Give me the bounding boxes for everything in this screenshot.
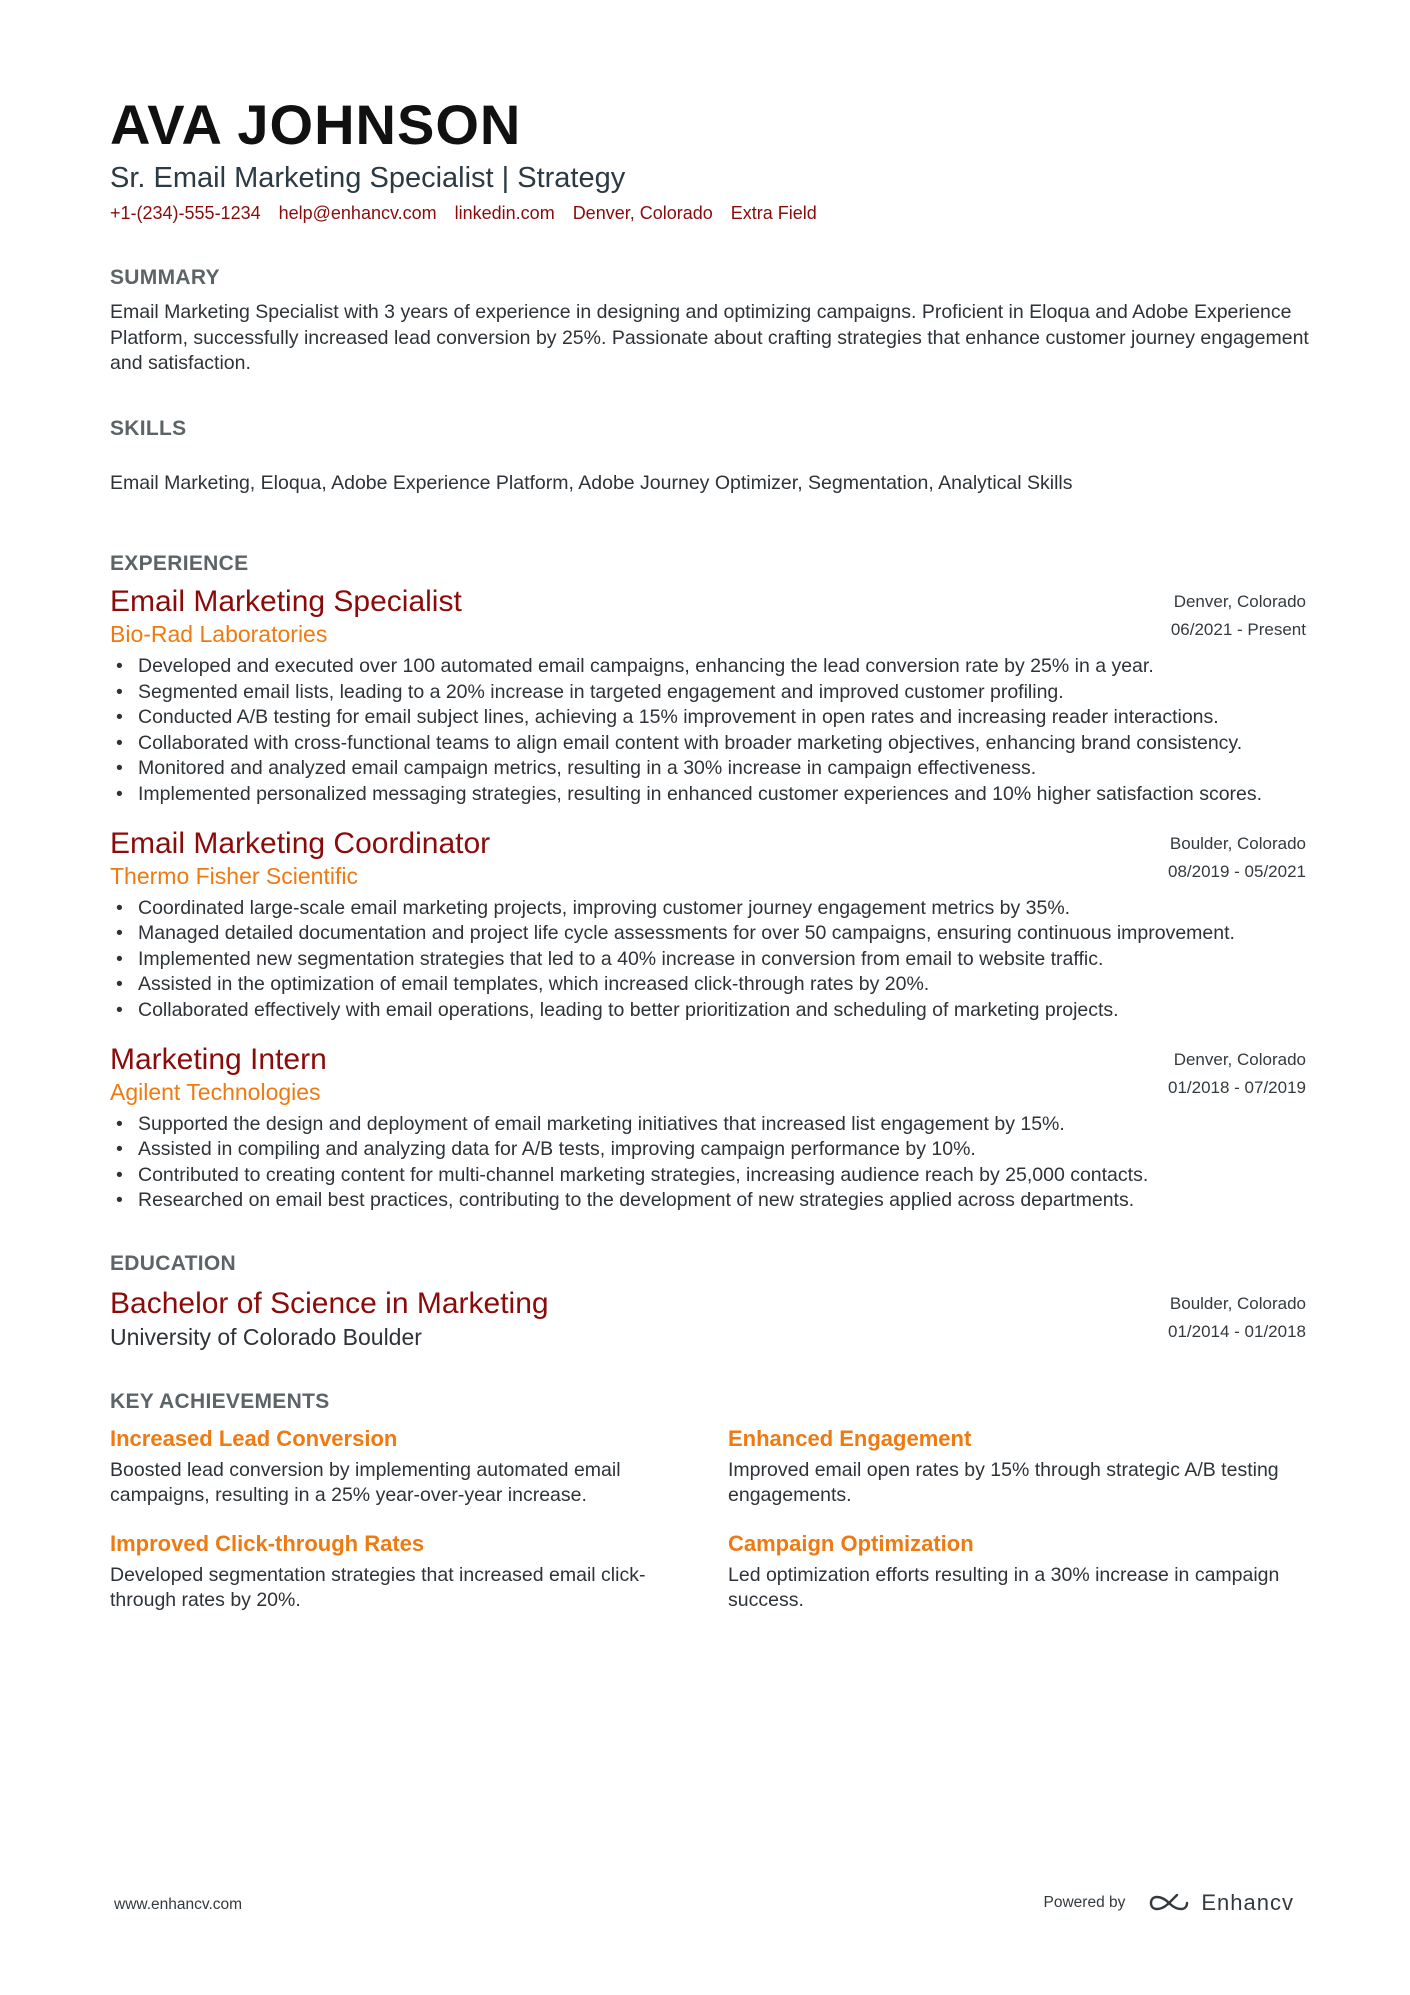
bullet-icon: •	[116, 922, 123, 945]
job-title: Marketing Intern	[110, 1042, 327, 1076]
list-item: • Collaborated effectively with email operations, leading to better prioritization and scheduling of marketing projects.	[110, 998, 1306, 1024]
job-meta	[1168, 826, 1306, 890]
education-dates: 01/2014 - 01/2018	[1167, 1321, 1306, 1341]
footer-website[interactable]: www.enhancv.com	[114, 1896, 243, 1913]
job-title: Email Marketing Specialist	[110, 585, 462, 618]
job-meta	[1168, 1042, 1306, 1106]
experience-heading: EXPERIENCE	[110, 552, 249, 575]
bullet-icon: •	[116, 896, 123, 919]
bullet-icon: •	[116, 973, 123, 996]
job-dates: 01/2018 - 07/2019	[1167, 1077, 1306, 1097]
list-item: • Assisted in the optimization of email templates, which increased click-through rates by 20%.	[110, 972, 1306, 998]
list-item: • Assisted in compiling and analyzing data for A/B tests, improving campaign performance by 10%.	[110, 1137, 1306, 1163]
job-company: Thermo Fisher Scientific	[110, 862, 358, 889]
list-item: • Conducted A/B testing for email subject lines, achieving a 15% improvement in open rates and increasing reader interactions.	[110, 705, 1306, 731]
skills-heading: SKILLS	[110, 416, 187, 440]
powered-by-label: Powered by	[1043, 1894, 1126, 1911]
job-location: Boulder, Colorado	[1169, 833, 1306, 853]
resume-page	[110, 92, 1309, 1614]
contact-row	[110, 200, 1306, 226]
job-location: Denver, Colorado	[1173, 592, 1306, 611]
bullet-icon: •	[116, 731, 123, 754]
summary-heading: SUMMARY	[110, 266, 220, 289]
job-company: Bio-Rad Laboratories	[110, 621, 328, 647]
achievement-text: Led optimization efforts resulting in a 30% increase in campaign success.	[728, 1563, 1280, 1612]
list-item: • Segmented email lists, leading to a 20% increase in targeted engagement and improved customer profiling.	[110, 680, 1306, 706]
education-meta	[1168, 1286, 1306, 1350]
summary-text: Email Marketing Specialist with 3 years of experience in designing and optimizing campaigns. Proficient in Eloqua and Adobe Experience Platform, successfully increased lead conversion by 25%. Passionate about crafting strategies that enhance customer journey engagement and satisfaction.	[110, 301, 1309, 374]
job-title: Email Marketing Coordinator	[110, 826, 491, 860]
list-item: • Implemented personalized messaging strategies, resulting in enhanced customer experiences and 10% higher satisfaction scores.	[110, 782, 1306, 808]
bullet-icon: •	[116, 1112, 123, 1135]
achievement-item	[728, 1529, 1306, 1614]
achievement-title: Enhanced Engagement	[728, 1425, 972, 1451]
job-entry	[110, 1042, 1306, 1214]
achievements-grid	[110, 1424, 1306, 1614]
list-item: • Managed detailed documentation and project life cycle assessments for over 50 campaigns, ensuring continuous improvement.	[110, 921, 1306, 947]
job-entry	[110, 826, 1306, 1024]
job-entry	[110, 584, 1306, 808]
brand-logo[interactable]	[1147, 1890, 1294, 1916]
page-footer	[114, 1890, 1294, 1924]
bullet-icon: •	[116, 1138, 123, 1161]
achievements-heading: KEY ACHIEVEMENTS	[110, 1389, 330, 1413]
education-entry	[110, 1286, 1306, 1352]
list-item: • Supported the design and deployment of email marketing initiatives that increased list engagement by 15%.	[110, 1112, 1306, 1138]
achievements-section	[110, 1388, 1306, 1614]
achievement-text: Developed segmentation strategies that increased email click-through rates by 20%.	[110, 1563, 646, 1612]
contact-location: Denver, Colorado	[572, 203, 713, 223]
list-item: • Developed and executed over 100 automated email campaigns, enhancing the lead conversion rate by 25% in a year.	[110, 654, 1306, 680]
job-bullets	[110, 654, 1306, 808]
bullet-icon: •	[116, 947, 123, 970]
footer-branding	[1044, 1890, 1294, 1916]
bullet-icon: •	[116, 757, 123, 780]
candidate-name: AVA JOHNSON	[110, 93, 522, 156]
list-item: • Implemented new segmentation strategies that led to a 40% increase in conversion from email to website traffic.	[110, 947, 1306, 973]
contact-phone[interactable]: +1-(234)-555-1234	[110, 203, 261, 223]
education-school: University of Colorado Boulder	[110, 1323, 422, 1350]
list-item: • Coordinated large-scale email marketing projects, improving customer journey engagement metrics by 35%.	[110, 896, 1306, 922]
job-dates: 08/2019 - 05/2021	[1167, 861, 1306, 881]
education-heading: EDUCATION	[110, 1251, 236, 1275]
skills-text: Email Marketing, Eloqua, Adobe Experience Platform, Adobe Journey Optimizer, Segmentation, Analytical Skills	[110, 471, 1073, 494]
education-degree: Bachelor of Science in Marketing	[110, 1286, 549, 1320]
job-meta	[1171, 584, 1306, 648]
list-item: • Researched on email best practices, contributing to the development of new strategies applied across departments.	[110, 1188, 1306, 1214]
experience-section	[110, 550, 1306, 1214]
achievement-title: Increased Lead Conversion	[110, 1425, 398, 1451]
bullet-icon: •	[116, 680, 123, 703]
achievement-item	[110, 1424, 728, 1509]
list-item: • Collaborated with cross-functional teams to align email content with broader marketing objectives, enhancing brand consistency.	[110, 731, 1306, 757]
job-location: Denver, Colorado	[1173, 1049, 1306, 1069]
job-bullets	[110, 896, 1306, 1024]
list-item: • Monitored and analyzed email campaign metrics, resulting in a 30% increase in campaign effectiveness.	[110, 756, 1306, 782]
bullet-icon: •	[116, 782, 123, 805]
job-company: Agilent Technologies	[110, 1078, 321, 1105]
education-section	[110, 1250, 1306, 1352]
achievement-item	[728, 1424, 1306, 1509]
enhancv-logo-icon	[1147, 1891, 1191, 1915]
contact-extra-field: Extra Field	[730, 203, 817, 223]
candidate-headline: Sr. Email Marketing Specialist | Strategy	[110, 162, 626, 194]
education-location: Boulder, Colorado	[1169, 1293, 1306, 1313]
list-item: • Contributed to creating content for multi-channel marketing strategies, increasing audience reach by 25,000 contacts.	[110, 1163, 1306, 1189]
achievement-title: Improved Click-through Rates	[110, 1530, 425, 1556]
job-dates: 06/2021 - Present	[1170, 620, 1306, 639]
contact-linkedin[interactable]: linkedin.com	[454, 203, 555, 223]
bullet-icon: •	[116, 706, 123, 729]
bullet-icon: •	[116, 998, 123, 1021]
bullet-icon: •	[116, 1163, 123, 1186]
achievement-text: Boosted lead conversion by implementing automated email campaigns, resulting in a 25% year-over-year increase.	[110, 1458, 621, 1507]
skills-section	[110, 415, 1306, 497]
bullet-icon: •	[116, 655, 123, 677]
bullet-icon: •	[116, 1189, 123, 1212]
job-bullets	[110, 1112, 1306, 1214]
achievement-item	[110, 1529, 728, 1614]
achievement-text: Improved email open rates by 15% through strategic A/B testing engagements.	[728, 1458, 1279, 1507]
summary-section	[110, 264, 1309, 377]
brand-name: Enhancv	[1201, 1890, 1294, 1915]
contact-email[interactable]: help@enhancv.com	[278, 203, 437, 223]
achievement-title: Campaign Optimization	[728, 1530, 974, 1556]
